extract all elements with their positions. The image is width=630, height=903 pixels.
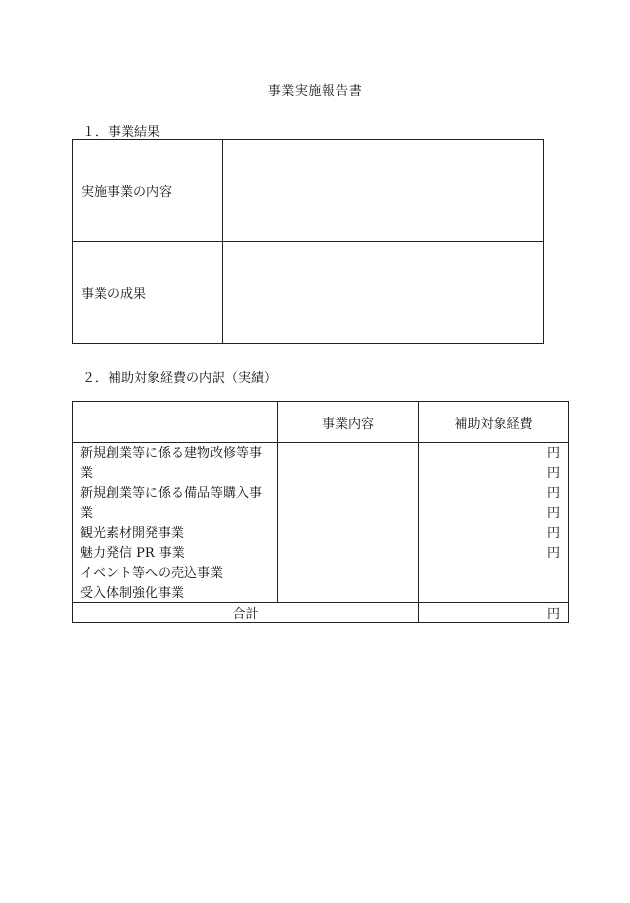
list-item: 新規創業等に係る備品等購入事: [80, 486, 263, 501]
table-body: [73, 443, 568, 603]
header-cell-blank: [73, 402, 278, 442]
amount-cell: [419, 564, 560, 584]
amount-column: [419, 443, 568, 602]
results-table: [72, 139, 544, 344]
amount-cell: 円: [546, 506, 560, 521]
amount-cell: [419, 584, 560, 604]
document-title: 事業実施報告書: [267, 84, 363, 99]
table-row: [73, 242, 543, 343]
list-item: イベント等への売込事業: [80, 566, 224, 581]
table-header-row: [73, 402, 568, 443]
list-item: 業: [80, 506, 94, 521]
project-content-cell[interactable]: [278, 443, 419, 602]
header-cell-expense: 補助対象経費: [454, 416, 533, 432]
amount-cell: 円: [546, 526, 560, 541]
row-label-outcome: 事業の成果: [73, 242, 223, 343]
amount-cell: 円: [546, 446, 560, 461]
list-item: 魅力発信 PR 事業: [80, 546, 185, 561]
header-cell-project: 事業内容: [278, 402, 419, 442]
amount-cell: 円: [546, 486, 560, 501]
table-row: [73, 140, 543, 242]
row-value-content[interactable]: [223, 140, 543, 241]
row-value-outcome[interactable]: [223, 242, 543, 343]
row-label-content: 実施事業の内容: [73, 140, 223, 241]
amount-cell: 円: [546, 546, 560, 561]
total-amount: 円: [546, 607, 560, 622]
section2-heading: ２．補助対象経費の内訳（実績）: [82, 371, 278, 386]
list-item: 業: [80, 466, 94, 481]
list-item: 受入体制強化事業: [80, 586, 185, 601]
list-item: 観光素材開発事業: [80, 526, 185, 541]
amount-cell: 円: [546, 466, 560, 481]
item-list: [73, 443, 278, 602]
list-item: 新規創業等に係る建物改修等事: [80, 446, 263, 461]
section1-heading: １．事業結果: [82, 125, 161, 140]
expense-table: [72, 401, 569, 623]
total-label: 合計: [73, 603, 419, 622]
total-row: [73, 603, 568, 622]
